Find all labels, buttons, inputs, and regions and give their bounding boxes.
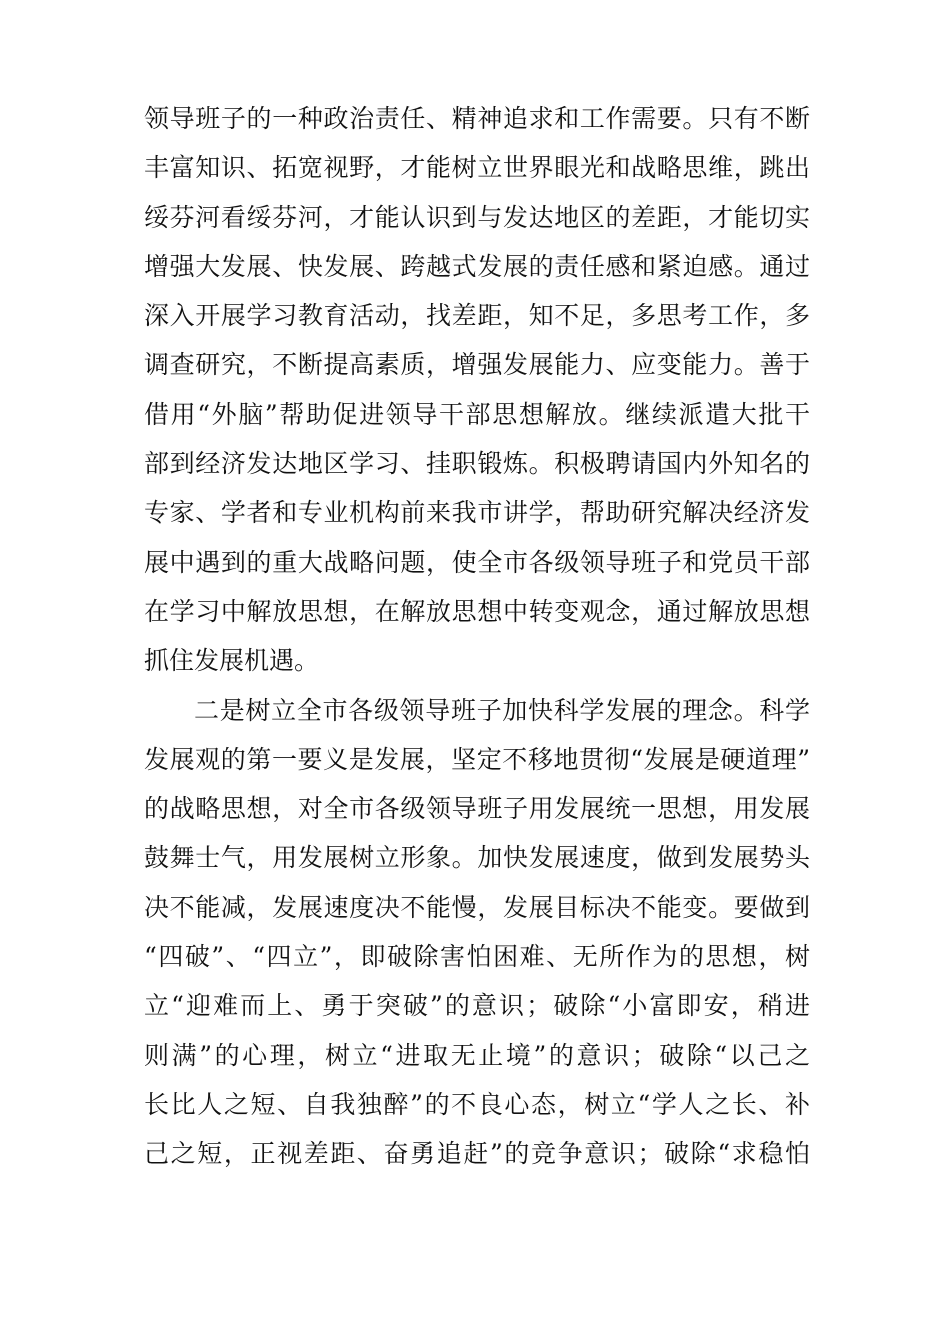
text-line: 立“迎难而上、勇于突破”的意识；破除“小富即安，稍进: [144, 991, 810, 1021]
body-text: [144, 94, 810, 1179]
text-line: 深入开展学习教育活动，找差距，知不足，多思考工作，多: [144, 301, 810, 331]
text-line: 的战略思想，对全市各级领导班子用发展统一思想，用发展: [144, 794, 810, 824]
text-line: 发展观的第一要义是发展，坚定不移地贯彻“发展是硬道理”: [144, 744, 810, 774]
paragraph-end-line: 抓住发展机遇。: [144, 646, 320, 676]
text-line: 专家、学者和专业机构前来我市讲学，帮助研究解决经济发: [144, 498, 810, 528]
text-line: 借用“外脑”帮助促进领导干部思想解放。继续派遣大批干: [144, 399, 810, 429]
text-line: 在学习中解放思想，在解放思想中转变观念，通过解放思想: [144, 596, 810, 626]
text-line: 展中遇到的重大战略问题，使全市各级领导班子和党员干部: [144, 547, 810, 577]
text-line: 决不能减，发展速度决不能慢，发展目标决不能变。要做到: [144, 892, 810, 922]
text-line: 部到经济发达地区学习、挂职锻炼。积极聘请国内外知名的: [144, 449, 810, 479]
text-line: 丰富知识、拓宽视野，才能树立世界眼光和战略思维，跳出: [144, 153, 810, 183]
text-line: 己之短，正视差距、奋勇追赶”的竞争意识；破除“求稳怕: [144, 1139, 810, 1169]
text-line: 则满”的心理，树立“进取无止境”的意识；破除“以己之: [144, 1040, 810, 1070]
text-line: “四破”、“四立”，即破除害怕困难、无所作为的思想，树: [144, 942, 810, 972]
paragraph-start-line: 二是树立全市各级领导班子加快科学发展的理念。科学: [194, 695, 810, 725]
text-line: 增强大发展、快发展、跨越式发展的责任感和紧迫感。通过: [144, 251, 810, 281]
text-line: 领导班子的一种政治责任、精神追求和工作需要。只有不断: [144, 104, 810, 133]
text-line: 长比人之短、自我独醉”的不良心态，树立“学人之长、补: [144, 1089, 810, 1119]
text-line: 调查研究，不断提高素质，增强发展能力、应变能力。善于: [144, 350, 810, 380]
text-line: 鼓舞士气，用发展树立形象。加快发展速度，做到发展势头: [144, 843, 810, 873]
text-line: 绥芬河看绥芬河，才能认识到与发达地区的差距，才能切实: [144, 202, 810, 232]
